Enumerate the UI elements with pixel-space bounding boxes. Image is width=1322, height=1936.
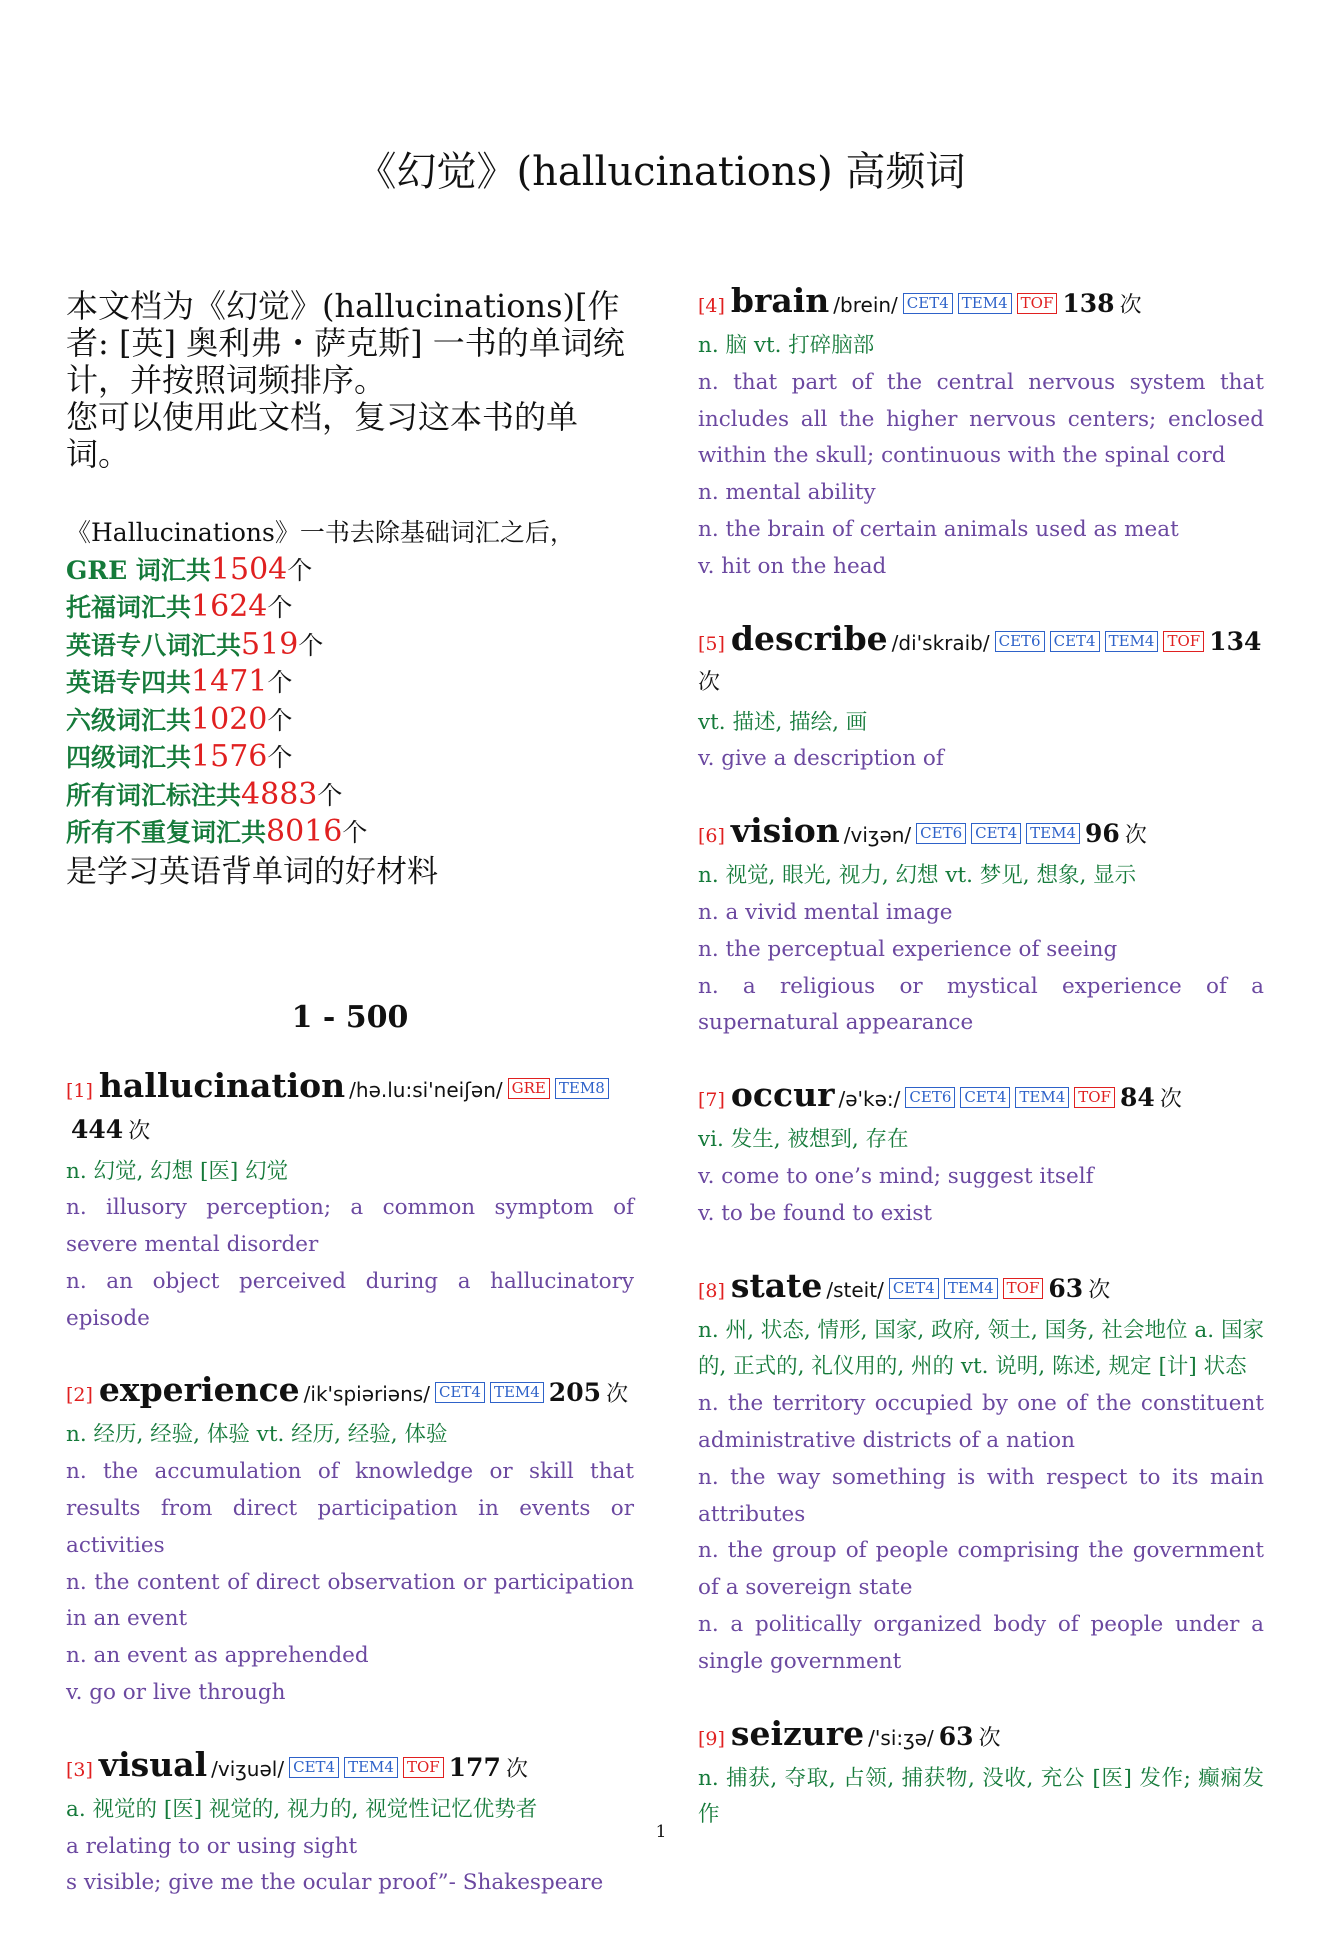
word-entry (698, 1715, 1264, 1835)
exam-tag: CET6 (905, 1087, 955, 1108)
stat-label: 英语专八词汇共 (66, 630, 242, 660)
frequency-unit: 次 (1159, 1087, 1182, 1113)
range-heading: 1 - 500 (291, 999, 409, 1035)
chinese-definition: vi. 发生, 被想到, 存在 (698, 1127, 909, 1153)
frequency-count: 205 (548, 1378, 601, 1408)
entry-header (66, 1067, 634, 1152)
stat-row (66, 664, 634, 702)
english-definition: n. the content of direct observation or participation in an event (66, 1569, 634, 1632)
english-definition: n. that part of the central nervous system that includes all the higher nervous centers; enclosed within the skull; continuous with the spinal cord (698, 369, 1264, 469)
entry-header (698, 1715, 1264, 1759)
stat-label: 六级词汇共 (66, 705, 192, 735)
entry-header (66, 1746, 634, 1790)
word-entry (698, 1076, 1264, 1232)
word-entry (698, 620, 1264, 779)
frequency-count: 138 (1062, 289, 1115, 318)
exam-tag: TOF (403, 1757, 444, 1778)
stat-label: 四级词汇共 (66, 743, 192, 772)
stat-unit: 个 (317, 780, 343, 810)
intro-paragraph: 您可以使用此文档，复习这本书的单词。 (66, 398, 579, 473)
phonetic: /ə'kə:/ (838, 1087, 901, 1112)
headword: state (730, 1265, 823, 1305)
stat-value: 8016 (266, 814, 343, 849)
stat-unit: 个 (287, 555, 313, 585)
frequency-unit: 次 (505, 1756, 528, 1782)
entry-index: [5] (698, 632, 725, 655)
phonetic: /brein/ (833, 293, 898, 317)
exam-tag: TOF (1074, 1087, 1115, 1108)
english-definition: n. the accumulation of knowledge or skill that results from direct participation in events or activities (66, 1459, 634, 1558)
frequency-unit: 次 (1088, 1277, 1111, 1303)
left-column (66, 282, 634, 1936)
entry-index: [4] (698, 295, 725, 317)
entry-index: [6] (698, 825, 725, 848)
exam-tag: TEM4 (1105, 631, 1159, 652)
entry-header (698, 1267, 1264, 1311)
entries-left (66, 1067, 634, 1903)
word-entry (698, 282, 1264, 586)
stats-conclusion: 是学习英语背单词的好材料 (66, 853, 438, 890)
chinese-definition: n. 州, 状态, 情形, 国家, 政府, 领土, 国务, 社会地位 a. 国家的, 正式的, 礼仪用的, 州的 vt. 说明, 陈述, 规定 [计] 状态 (698, 1317, 1264, 1380)
phonetic: /di'skraib/ (891, 630, 990, 655)
entries-right (698, 282, 1264, 1834)
exam-tag: TOF (1163, 631, 1204, 652)
exam-tag: GRE (508, 1078, 550, 1099)
frequency-count: 177 (448, 1752, 501, 1782)
phonetic: /hə.lu:si'neiʃən/ (349, 1077, 503, 1102)
stat-row (66, 627, 634, 665)
entry-index: [8] (698, 1279, 725, 1302)
exam-tag: CET4 (289, 1757, 339, 1778)
english-definition: n. an object perceived during a hallucinatory episode (66, 1268, 634, 1331)
headword: seizure (730, 1713, 865, 1753)
frequency-count: 63 (938, 1721, 974, 1751)
english-definition: v. come to one’s mind; suggest itself (698, 1163, 1094, 1189)
stat-label: 英语专四共 (66, 668, 192, 697)
chinese-definition: n. 捕获, 夺取, 占领, 捕获物, 没收, 充公 [医] 发作; 癫痫发作 (698, 1765, 1264, 1828)
chinese-definition: n. 视觉, 眼光, 视力, 幻想 vt. 梦见, 想象, 显示 (698, 863, 1137, 889)
english-definition: n. the territory occupied by one of the constituent administrative districts of a nation (698, 1391, 1264, 1453)
stat-value: 1576 (191, 739, 268, 774)
english-definition: n. illusory perception; a common symptom of severe mental disorder (66, 1195, 634, 1258)
exam-tag: CET4 (889, 1278, 939, 1299)
exam-tag: CET4 (971, 823, 1021, 844)
exam-tag: CET4 (960, 1087, 1010, 1108)
word-entry (66, 1067, 634, 1338)
stat-row (66, 702, 634, 740)
english-definition: n. the group of people comprising the government of a sovereign state (698, 1538, 1264, 1601)
exam-tag: TOF (1003, 1278, 1044, 1299)
right-column (698, 282, 1264, 1868)
exam-tag: CET4 (435, 1382, 485, 1403)
stat-label: 托福词汇共 (66, 593, 192, 622)
headword: visual (98, 1744, 208, 1784)
frequency-unit: 次 (698, 669, 721, 695)
headword: brain (730, 281, 830, 320)
exam-tag: TEM4 (958, 293, 1012, 314)
headword: occur (730, 1075, 835, 1115)
entry-index: [7] (698, 1089, 725, 1112)
frequency-count: 63 (1048, 1273, 1084, 1303)
phonetic: /ik'spiəriəns/ (303, 1382, 430, 1407)
word-entry (698, 1267, 1264, 1681)
stat-row (66, 777, 634, 815)
entry-index: [3] (66, 1758, 93, 1781)
entry-header (66, 1371, 634, 1415)
vocab-stats (66, 515, 634, 892)
word-entry (66, 1371, 634, 1711)
exam-tag: TEM4 (344, 1757, 398, 1778)
frequency-count: 444 (71, 1114, 124, 1144)
intro-paragraph: 本文档为《幻觉》(hallucinations)[作者: [英] 奥利弗・萨克斯] 一书的单词统计，并按照词频排序。 (66, 287, 625, 399)
stat-value: 1504 (210, 551, 288, 587)
english-definition: v. give a description of (698, 746, 944, 772)
headword: vision (730, 811, 840, 851)
stat-row (66, 814, 634, 852)
headword: describe (730, 618, 888, 658)
entry-index: [1] (66, 1079, 93, 1102)
stat-row (66, 739, 634, 777)
exam-tag: CET6 (995, 631, 1045, 652)
english-definition: n. the perceptual experience of seeing (698, 936, 1118, 962)
stat-label: GRE 词汇共 (66, 555, 211, 585)
stat-label: 所有不重复词汇共 (66, 818, 267, 847)
exam-tag: TEM4 (490, 1382, 544, 1403)
stat-unit: 个 (267, 593, 293, 622)
frequency-unit: 次 (1124, 823, 1147, 849)
english-definition: n. a politically organized body of people under a single government (698, 1611, 1264, 1674)
frequency-count: 134 (1209, 626, 1262, 656)
stats-list (66, 552, 634, 852)
exam-tag: TEM4 (1015, 1087, 1069, 1108)
headword: hallucination (98, 1065, 346, 1105)
chinese-definition: a. 视觉的 [医] 视觉的, 视力的, 视觉性记忆优势者 (66, 1796, 538, 1822)
stat-value: 519 (241, 626, 299, 662)
phonetic: /viʒən/ (843, 823, 912, 848)
english-definition: n. a religious or mystical experience of a supernatural appearance (698, 973, 1264, 1036)
english-definition: v. to be found to exist (698, 1200, 933, 1226)
stat-value: 4883 (241, 776, 318, 812)
frequency-unit: 次 (128, 1118, 151, 1144)
stat-unit: 个 (267, 705, 293, 735)
frequency-count: 96 (1085, 819, 1120, 849)
entry-index: [2] (66, 1384, 93, 1407)
english-definition: s visible; give me the ocular proof”- Shakespeare (66, 1870, 604, 1896)
word-entry (698, 812, 1264, 1042)
stat-value: 1020 (191, 701, 268, 737)
phonetic: /'si:ʒə/ (868, 1725, 934, 1750)
english-definition: n. a vivid mental image (698, 899, 953, 925)
stat-unit: 个 (342, 818, 368, 847)
english-definition: v. go or live through (66, 1680, 286, 1706)
intro-text (66, 288, 634, 473)
stats-lead: 《Hallucinations》一书去除基础词汇之后， (66, 518, 575, 547)
english-definition: n. an event as apprehended (66, 1643, 369, 1669)
phonetic: /viʒuəl/ (211, 1756, 285, 1781)
entry-header (698, 1076, 1264, 1120)
entry-header (698, 620, 1264, 703)
frequency-unit: 次 (978, 1725, 1001, 1751)
chinese-definition: n. 幻觉, 幻想 [医] 幻觉 (66, 1158, 289, 1184)
stat-value: 1624 (191, 589, 268, 624)
english-definition: a relating to or using sight (66, 1833, 358, 1859)
entry-header (698, 282, 1264, 326)
phonetic: /steit/ (826, 1277, 884, 1302)
headword: experience (98, 1370, 300, 1410)
frequency-unit: 次 (1119, 293, 1142, 318)
exam-tag: TOF (1017, 293, 1058, 314)
english-definition: n. the brain of certain animals used as meat (698, 516, 1179, 542)
exam-tag: TEM8 (555, 1078, 609, 1099)
stat-label: 所有词汇标注共 (66, 780, 242, 810)
exam-tag: TEM4 (944, 1278, 998, 1299)
english-definition: n. the way something is with respect to its main attributes (698, 1464, 1264, 1527)
stat-value: 1471 (191, 664, 268, 699)
frequency-unit: 次 (606, 1382, 629, 1408)
page-title: 《幻觉》(hallucinations) 高频词 (356, 149, 966, 195)
exam-tag: TEM4 (1026, 823, 1080, 844)
stat-unit: 个 (267, 743, 293, 772)
exam-tag: CET4 (1050, 631, 1100, 652)
page-number: 1 (655, 1822, 667, 1842)
exam-tag: CET6 (916, 823, 966, 844)
stat-row (66, 589, 634, 627)
english-definition: n. mental ability (698, 480, 876, 506)
entry-index: [9] (698, 1727, 725, 1750)
english-definition: v. hit on the head (698, 553, 887, 579)
stat-unit: 个 (267, 668, 293, 697)
chinese-definition: n. 脑 vt. 打碎脑部 (698, 333, 875, 358)
chinese-definition: vt. 描述, 描绘, 画 (698, 709, 868, 735)
entry-header (698, 812, 1264, 856)
stat-row (66, 552, 634, 590)
frequency-count: 84 (1119, 1083, 1155, 1113)
chinese-definition: n. 经历, 经验, 体验 vt. 经历, 经验, 体验 (66, 1422, 448, 1448)
stat-unit: 个 (298, 630, 324, 660)
exam-tag: CET4 (903, 293, 953, 314)
